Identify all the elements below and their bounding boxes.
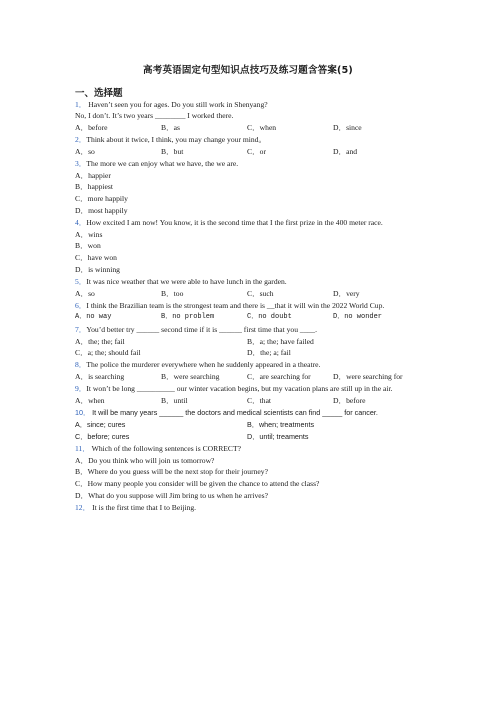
question-text: The more we can enjoy what we have, the we are. bbox=[86, 159, 239, 169]
option-b[interactable]: B．were searching bbox=[161, 372, 220, 382]
question-number: 12． bbox=[75, 502, 91, 512]
question-text: It is the first time that I to Beijing. bbox=[90, 502, 197, 512]
question-text: It will be many years ______ the doctors and medical scientists can find _____ for cancer. bbox=[90, 408, 378, 418]
question-text: How excited I am now! You know, it is the second time that I the first prize in the 400 meter race. bbox=[86, 218, 383, 228]
option-c[interactable]: C．are searching for bbox=[247, 372, 311, 382]
question-text: I think the Brazilian team is the strongest team and there is __that it will win the 2022 World Cup. bbox=[86, 300, 385, 310]
option-d[interactable]: D．before bbox=[333, 396, 366, 406]
option-c[interactable]: C．or bbox=[247, 146, 266, 156]
option-d[interactable]: D．and bbox=[333, 146, 358, 156]
option-a[interactable]: A．so bbox=[75, 146, 95, 156]
question-8 bbox=[75, 359, 420, 382]
option-a[interactable]: A．happier bbox=[75, 170, 111, 180]
option-a[interactable]: A．the; the; fail bbox=[75, 336, 125, 346]
option-d[interactable]: D．most happily bbox=[75, 205, 128, 215]
option-c[interactable]: C．that bbox=[247, 396, 272, 406]
option-c[interactable]: C．How many people you consider will be given the chance to attend the class? bbox=[75, 479, 320, 488]
question-list bbox=[75, 98, 420, 514]
question-text: It won’t be long __________ our winter vacation begins, but my vacation plans are still up in the air. bbox=[86, 384, 393, 394]
option-b[interactable]: B．a; the; have failed bbox=[247, 336, 314, 346]
option-d[interactable]: D．is winning bbox=[75, 264, 120, 274]
option-d[interactable]: D．until; treaments bbox=[247, 431, 309, 441]
question-text: Haven’t seen you for ages. Do you still work in Shenyang? bbox=[86, 99, 268, 109]
option-b[interactable]: B．as bbox=[161, 122, 180, 132]
option-b[interactable]: B．until bbox=[161, 396, 188, 406]
option-b[interactable]: B．won bbox=[75, 241, 101, 251]
question-11 bbox=[75, 443, 420, 502]
option-b[interactable]: B．but bbox=[161, 146, 184, 156]
question-10 bbox=[75, 407, 420, 442]
option-a[interactable]: A．no way bbox=[75, 312, 112, 321]
option-c[interactable]: C．before; cures bbox=[75, 431, 130, 441]
option-a[interactable]: A．since; cures bbox=[75, 419, 126, 429]
option-c[interactable]: C．more happily bbox=[75, 194, 128, 204]
question-1 bbox=[75, 99, 420, 134]
option-a[interactable]: A．Do you think who will join us tomorrow? bbox=[75, 455, 215, 465]
option-a[interactable]: A．is searching bbox=[75, 372, 125, 382]
question-text: It was nice weather that we were able to have lunch in the garden. bbox=[86, 277, 287, 287]
option-b[interactable]: B．no problem bbox=[161, 312, 215, 321]
question-number: 8． bbox=[75, 360, 87, 370]
option-c[interactable]: C．such bbox=[247, 288, 274, 298]
option-c[interactable]: C．no doubt bbox=[247, 312, 292, 321]
question-12 bbox=[75, 502, 420, 514]
question-text: The police the murderer everywhere when he suddenly appeared in a theatre. bbox=[86, 360, 321, 370]
question-number: 9． bbox=[75, 384, 87, 394]
question-5 bbox=[75, 276, 420, 299]
option-b[interactable]: B．Where do you guess will be the next stop for their journey? bbox=[75, 467, 268, 477]
option-c[interactable]: C．a; the; should fail bbox=[75, 348, 141, 358]
question-3 bbox=[75, 158, 420, 217]
question-text: You’d better try ______ second time if it is ______ first time that you ____. bbox=[86, 324, 317, 334]
question-6 bbox=[75, 300, 420, 323]
question-number: 4． bbox=[75, 218, 87, 228]
option-b[interactable]: B．too bbox=[161, 288, 184, 298]
question-number: 2． bbox=[75, 135, 87, 145]
option-a[interactable]: A．so bbox=[75, 288, 95, 298]
question-4 bbox=[75, 217, 420, 276]
option-d[interactable]: D．were searching for bbox=[333, 372, 403, 382]
option-d[interactable]: D．since bbox=[333, 122, 362, 132]
question-7 bbox=[75, 324, 420, 359]
question-text-line2: No, I don’t. It’s two years ________ I worked there. bbox=[75, 111, 234, 121]
option-a[interactable]: A．when bbox=[75, 396, 105, 406]
question-text: Which of the following sentences is CORRECT? bbox=[89, 443, 241, 453]
question-9 bbox=[75, 383, 420, 406]
option-c[interactable]: C．when bbox=[247, 122, 277, 132]
question-text: Think about it twice, I think, you may change your mind。 bbox=[86, 135, 267, 145]
option-d[interactable]: D．the; a; fail bbox=[247, 348, 291, 358]
question-number: 11． bbox=[75, 443, 90, 453]
question-number: 7． bbox=[75, 324, 87, 334]
question-2 bbox=[75, 134, 420, 157]
option-d[interactable]: D．very bbox=[333, 288, 360, 298]
option-c[interactable]: C．have won bbox=[75, 253, 117, 263]
option-d[interactable]: D．What do you suppose will Jim bring to us when he arrives? bbox=[75, 490, 268, 500]
question-number: 1． bbox=[75, 99, 87, 109]
question-number: 5． bbox=[75, 277, 87, 287]
option-b[interactable]: B．happiest bbox=[75, 182, 113, 192]
option-d[interactable]: D．no wonder bbox=[333, 312, 383, 321]
question-number: 10． bbox=[75, 408, 91, 418]
page-title: 高考英语固定句型知识点技巧及练习题含答案(5) bbox=[143, 65, 353, 76]
section-heading: 一、选择题 bbox=[75, 88, 123, 99]
question-number: 3． bbox=[75, 159, 87, 169]
option-b[interactable]: B．when; treatments bbox=[247, 419, 315, 429]
question-number: 6． bbox=[75, 300, 87, 310]
option-a[interactable]: A．before bbox=[75, 122, 108, 132]
option-a[interactable]: A．wins bbox=[75, 229, 103, 239]
